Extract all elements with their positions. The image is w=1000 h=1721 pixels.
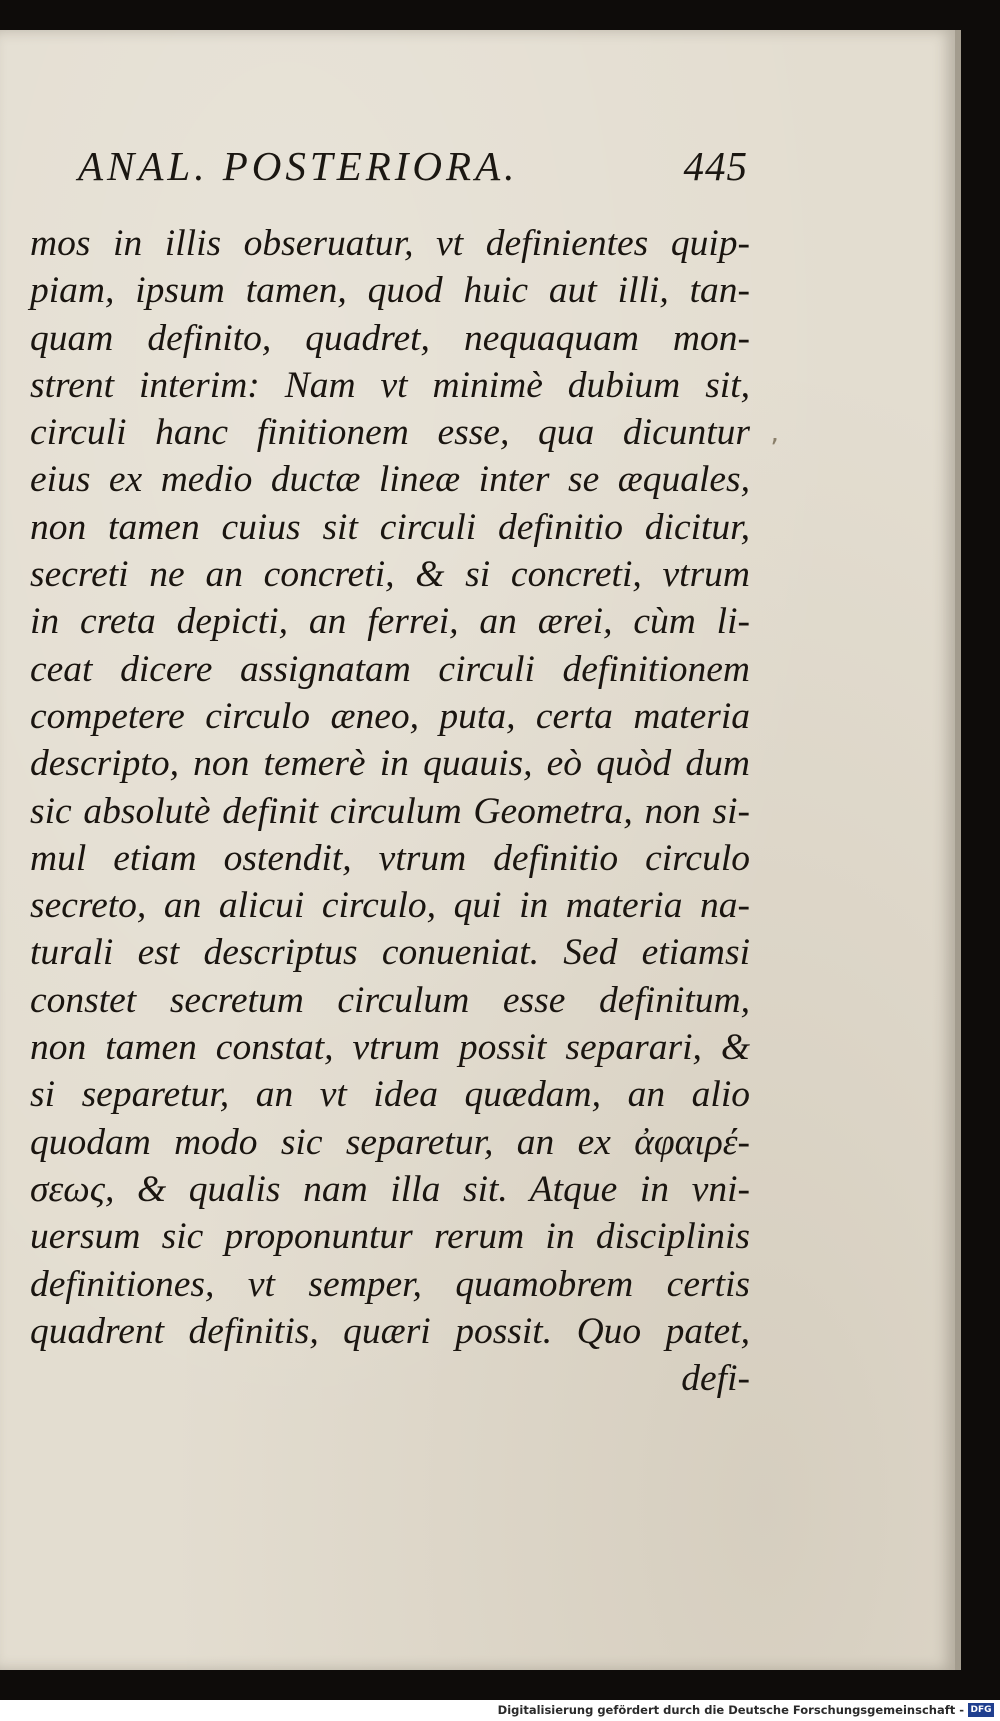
text-line: strent interim: Nam vt minimè dubium sit, [30, 364, 750, 406]
text-line: mul etiam ostendit, vtrum definitio circulo [30, 837, 750, 879]
text-line: secreto, an alicui circulo, qui in materia na- [30, 885, 750, 927]
text-line: piam, ipsum tamen, quod huic aut illi, tan- [30, 270, 750, 312]
text-line: quadrent definitis, quæri possit. Quo patet, [30, 1310, 750, 1352]
footer-credit: Digitalisierung gefördert durch die Deutsche Forschungsgemeinschaft - [497, 1703, 964, 1717]
text-line: quodam modo sic separetur, an ex ἀφαιρέ- [30, 1121, 750, 1163]
dfg-logo-icon: DFG [968, 1703, 994, 1717]
page-number: 445 [683, 143, 748, 189]
book-page [0, 30, 961, 1670]
text-line: non tamen cuius sit circuli definitio dicitur, [30, 506, 750, 548]
catchword: defi- [681, 1358, 750, 1400]
text-line: uersum sic proponuntur rerum in disciplinis [30, 1216, 750, 1258]
text-line: quam definito, quadret, nequaquam mon- [30, 317, 750, 359]
text-line: σεως, & qualis nam illa sit. Atque in vni- [30, 1168, 750, 1210]
text-line: descripto, non temerè in quauis, eò quòd dum [30, 743, 750, 785]
text-line: non tamen constat, vtrum possit separari, & [30, 1027, 750, 1069]
body-text [30, 220, 750, 1402]
text-line: competere circulo æneo, puta, certa materia [30, 695, 750, 737]
running-head-title: ANAL. POSTERIORA. [78, 143, 519, 189]
text-line: eius ex medio ductæ lineæ inter se æquales, [30, 459, 750, 501]
text-line: circuli hanc finitionem esse, qua dicuntur [30, 412, 750, 454]
text-line: constet secretum circulum esse definitum, [30, 979, 750, 1021]
text-line: secreti ne an concreti, & si concreti, vtrum [30, 554, 750, 596]
running-head [78, 142, 748, 202]
footer-bar [0, 1700, 1000, 1721]
text-line: mos in illis obseruatur, vt definientes quip- [30, 223, 750, 264]
margin-mark: ’ [770, 432, 779, 465]
text-line: sic absolutè definit circulum Geometra, non si- [30, 790, 750, 832]
text-line: ceat dicere assignatam circuli definitionem [30, 648, 750, 690]
text-line: definitiones, vt semper, quamobrem certis [30, 1263, 750, 1305]
text-line: turali est descriptus conueniat. Sed etiamsi [30, 932, 750, 974]
text-line: in creta depicti, an ferrei, an ærei, cùm li- [30, 601, 750, 643]
text-line: si separetur, an vt idea quædam, an alio [30, 1074, 750, 1116]
